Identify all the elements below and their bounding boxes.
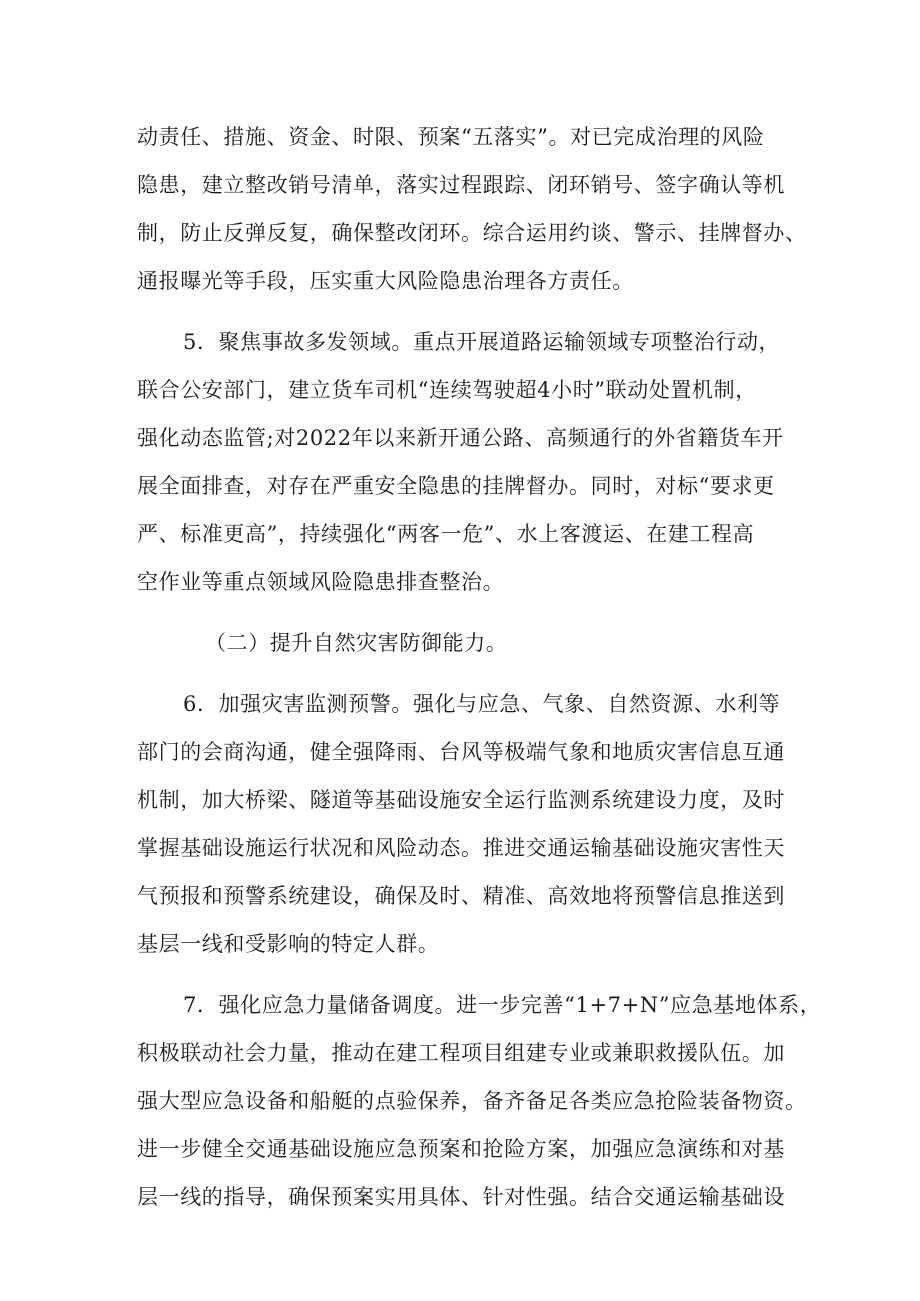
text-line: 强化动态监管;对2022年以来新开通公路、高频通行的外省籍货车开	[137, 426, 784, 450]
text-line: 机制，加大桥梁、隧道等基础设施安全运行监测系统建设力度，及时	[137, 788, 785, 812]
paragraph-item-6	[137, 680, 817, 968]
paragraph-item-7	[137, 981, 822, 1221]
text-line: 7．强化应急力量储备调度。进一步完善“1+7+N”应急基地体系，	[183, 993, 822, 1017]
text-line: 6．加强灾害监测预警。强化与应急、气象、自然资源、水利等	[183, 692, 781, 716]
text-line: 掌握基础设施运行状况和风险动态。推进交通运输基础设施灾害性天	[137, 836, 785, 860]
section-heading-2	[137, 619, 817, 667]
text-line: 制，防止反弹反复，确保整改闭环。综合运用约谈、警示、挂牌督办、	[137, 221, 807, 245]
paragraph-spacer	[137, 606, 817, 619]
text-line: 基层一线和受影响的特定人群。	[137, 932, 440, 956]
text-line: 积极联动社会力量，推动在建工程项目组建专业或兼职救援队伍。加	[137, 1041, 785, 1065]
text-line: 隐患，建立整改销号清单，落实过程跟踪、闭环销号、签字确认等机	[137, 173, 785, 197]
text-line: 展全面排查，对存在严重安全隐患的挂牌督办。同时，对标“要求更	[137, 474, 775, 498]
text-line: 5．聚焦事故多发领域。重点开展道路运输领域专项整治行动，	[183, 330, 781, 354]
document-body	[137, 113, 822, 1221]
paragraph-risk-rectification	[137, 113, 817, 305]
text-line: 动责任、措施、资金、时限、预案“五落实”。对已完成治理的风险	[137, 125, 765, 149]
paragraph-spacer	[137, 305, 817, 318]
text-line: 联合公安部门，建立货车司机“连续驾驶超4小时”联动处置机制，	[137, 378, 757, 402]
text-line: 部门的会商沟通，健全强降雨、台风等极端气象和地质灾害信息互通	[137, 740, 785, 764]
paragraph-item-5	[137, 318, 817, 606]
text-line: 进一步健全交通基础设施应急预案和抢险方案，加强应急演练和对基	[137, 1137, 785, 1161]
paragraph-spacer	[137, 968, 817, 981]
paragraph-spacer	[137, 667, 817, 680]
text-line: 气预报和预警系统建设，确保及时、精准、高效地将预警信息推送到	[137, 884, 785, 908]
text-line: 严、标准更高”，持续强化“两客一危”、水上客渡运、在建工程高	[137, 522, 755, 546]
text-line: 层一线的指导，确保预案实用具体、针对性强。结合交通运输基础设	[137, 1185, 785, 1209]
section-heading: （二）提升自然灾害防御能力。	[205, 631, 508, 655]
text-line: 强大型应急设备和船艇的点验保养，备齐备足各类应急抢险装备物资。	[137, 1089, 807, 1113]
text-line: 空作业等重点领域风险隐患排查整治。	[137, 570, 505, 594]
text-line: 通报曝光等手段，压实重大风险隐患治理各方责任。	[137, 269, 634, 293]
